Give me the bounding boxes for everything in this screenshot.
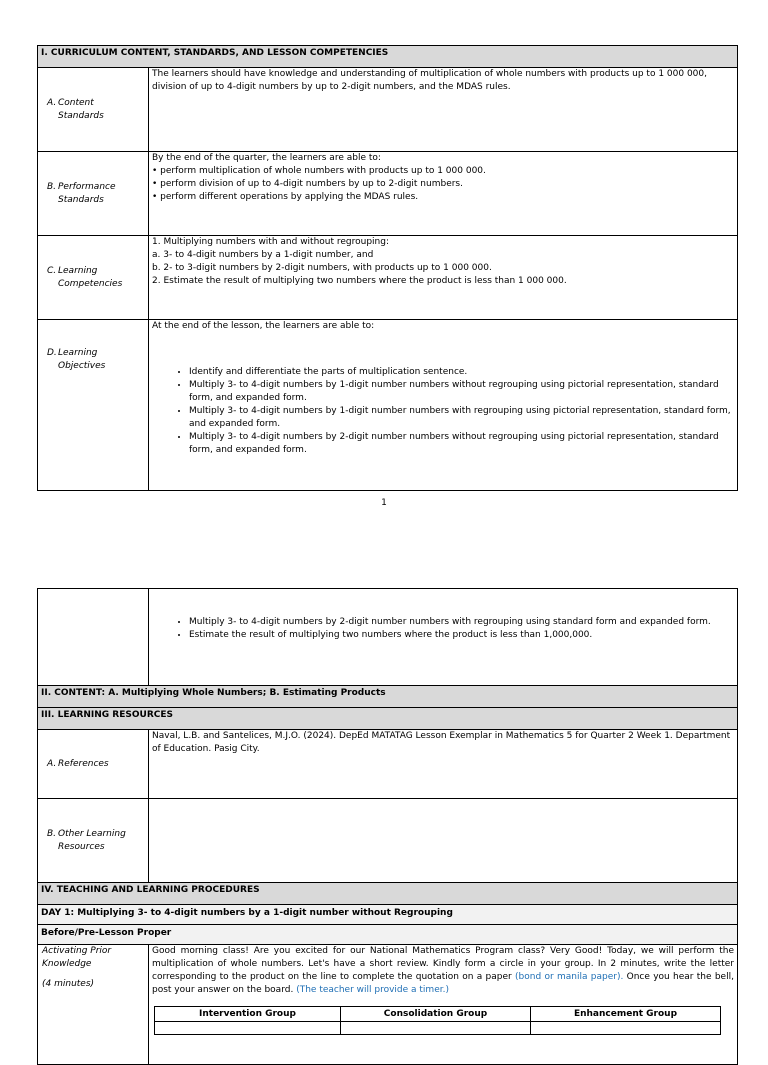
learning-competencies-text: 1. Multiplying numbers with and without regrouping: a. 3- to 4-digit numbers by a 1-digit number, and b. 2- to 3-digit numbers by 2-digit numbers, with products up to 1 000 000. 2. Estimate the result of multiplying two numbers where the product is less than 1 000 000.: [149, 236, 738, 320]
objectives-continued-text: [149, 589, 738, 686]
other-resources-row: [38, 799, 738, 883]
list-item: • Multiply 3- to 4-digit numbers by 2-digit number numbers with regrouping using standard form and expanded form.: [189, 616, 734, 629]
references-row: [38, 730, 738, 799]
list-item: • Multiply 3- to 4-digit numbers by 1-digit number numbers without regrouping using pictorial representation, standard form, and expanded form.: [189, 379, 734, 405]
list-item: • Multiply 3- to 4-digit numbers by 2-digit number numbers without regrouping using pictorial representation, standard form, and expanded form.: [189, 431, 734, 457]
list-item: • Multiply 3- to 4-digit numbers by 1-digit number numbers with regrouping using pictorial representation, standard form, and expanded form.: [189, 405, 734, 431]
learning-objectives-row: [38, 320, 738, 491]
learning-competencies-label: C. Learning Competencies: [38, 236, 149, 320]
section-1-header: I. CURRICULUM CONTENT, STANDARDS, AND LESSON COMPETENCIES: [38, 46, 738, 68]
performance-standards-row: [38, 152, 738, 236]
groups-table: [154, 1006, 721, 1035]
enhancement-group-header: Enhancement Group: [531, 1007, 721, 1022]
day1-header: DAY 1: Multiplying 3- to 4-digit numbers by a 1-digit number without Regrouping: [38, 905, 738, 925]
empty-label-cell: [38, 589, 149, 686]
content-standards-text: The learners should have knowledge and understanding of multiplication of whole numbers with products up to 1 000 000, division of up to 4-digit numbers by up to 2-digit numbers, and the MDAS rules.: [149, 68, 738, 152]
section-4-header: IV. TEACHING AND LEARNING PROCEDURES: [38, 883, 738, 905]
intervention-group-header: Intervention Group: [155, 1007, 341, 1022]
learning-competencies-row: [38, 236, 738, 320]
objectives-list: [152, 366, 734, 457]
references-label: A. References: [38, 730, 149, 799]
consolidation-group-cell: [341, 1022, 531, 1035]
page-number: 1: [381, 498, 387, 508]
consolidation-group-header: Consolidation Group: [341, 1007, 531, 1022]
procedures-table: [37, 588, 738, 1065]
performance-standards-label: B. Performance Standards: [38, 152, 149, 236]
list-item: • Estimate the result of multiplying two numbers where the product is less than 1,000,000.: [189, 629, 734, 642]
intervention-group-cell: [155, 1022, 341, 1035]
curriculum-table: [37, 45, 738, 491]
section-2-header: II. CONTENT: A. Multiplying Whole Numbers; B. Estimating Products: [38, 686, 738, 708]
content-standards-label: A. Content Standards: [38, 68, 149, 152]
enhancement-group-cell: [531, 1022, 721, 1035]
activating-prior-knowledge-row: [38, 945, 738, 1065]
activating-text: Good morning class! Are you excited for our National Mathematics Program class? Very Good! Today, we will perform the multiplication of whole numbers. Let's have a short review. Kindly form a circle in your group. In 2 minutes, write the letter corresponding to the product on the line to complete the quotation on a paper (bond or manila paper). Once you hear the bell, post your answer on the board. (The teacher will provide a timer.) Intervention Group Consolidation Group Enhancement Group: [149, 945, 738, 1065]
other-resources-label: B. Other Learning Resources: [38, 799, 149, 883]
phase-header: Before/Pre-Lesson Proper: [38, 925, 738, 945]
learning-objectives-text: At the end of the lesson, the learners are able to: • Identify and differentiate the parts of multiplication sentence. • Multiply 3- to 4-digit numbers by 1-digit number numbers without regrouping using pictorial representation, standard form, and expanded form. • Multiply 3- to 4-digit numbers by 1-digit number numbers with regrouping using pictorial representation, standard form, and expanded form. • Multiply 3- to 4-digit numbers by 2-digit number numbers without regrouping using pictorial representation, standard form, and expanded form.: [149, 320, 738, 491]
objectives-list-continued: [152, 616, 734, 642]
performance-standards-text: By the end of the quarter, the learners are able to: • perform multiplication of whole numbers with products up to 1 000 000. • perform division of up to 4-digit numbers by up to 2-digit numbers. • perform different operations by applying the MDAS rules.: [149, 152, 738, 236]
other-resources-text: [149, 799, 738, 883]
activating-label: Activating Prior Knowledge (4 minutes): [38, 945, 149, 1065]
content-standards-row: [38, 68, 738, 152]
section-3-header: III. LEARNING RESOURCES: [38, 708, 738, 730]
objectives-continued-row: [38, 589, 738, 686]
learning-objectives-label: D. Learning Objectives: [38, 320, 149, 491]
references-text: Naval, L.B. and Santelices, M.J.O. (2024). DepEd MATATAG Lesson Exemplar in Mathematics 5 for Quarter 2 Week 1. Department of Education. Pasig City.: [149, 730, 738, 799]
list-item: • Identify and differentiate the parts of multiplication sentence.: [189, 366, 734, 379]
